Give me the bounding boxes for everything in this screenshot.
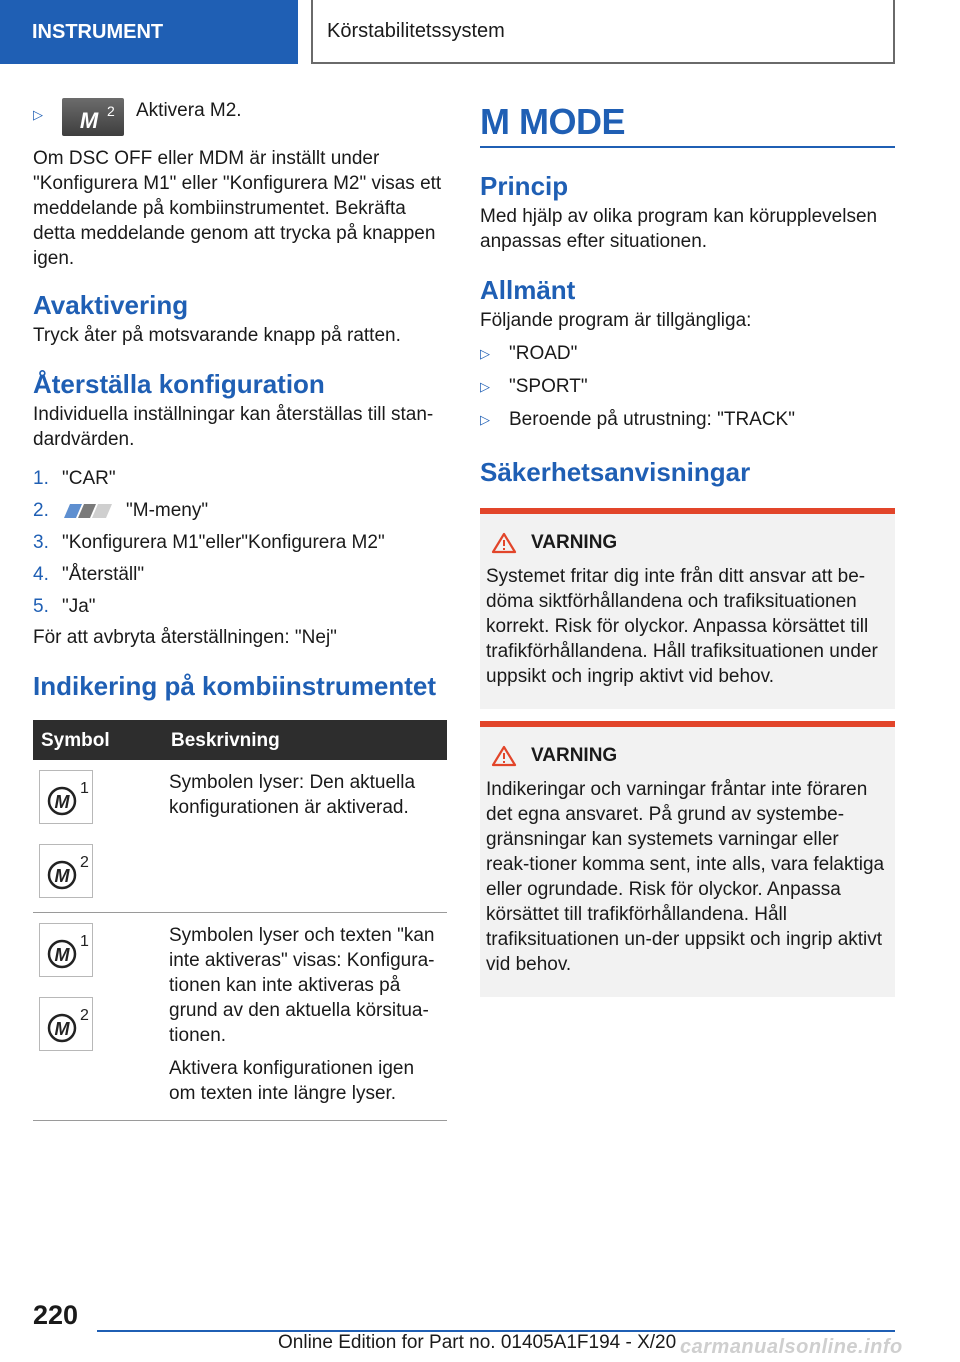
table-row: [33, 760, 447, 913]
step-label: "M-meny": [126, 500, 209, 521]
table-header-symbol: Symbol: [33, 720, 163, 760]
deactivation-heading: Avaktivering: [33, 290, 189, 320]
page-number: 220: [33, 1300, 79, 1330]
description-text: Symbolen lyser och texten "kan inte aktiveras" visas: Konfigura-tionen kan inte aktiveras på grund av den aktuella körsitua-tionen.: [169, 925, 435, 1046]
dsc-info-paragraph: Om DSC OFF eller MDM är inställt under "Konfigurera M1" eller "Konfigurera M2" visas ett meddelande på kombiinstrumentet. Bekräfta detta meddelande genom att trycka på knappen igen.: [33, 148, 442, 269]
program-label: Beroende på utrustning: "TRACK": [509, 409, 795, 430]
reset-heading: Återställa konfiguration: [33, 369, 325, 399]
general-text: Följande program är tillgängliga:: [480, 310, 752, 331]
step-label: "Ja": [62, 596, 96, 617]
warning-header: [491, 532, 887, 554]
bullet-triangle-icon: ▷: [33, 107, 43, 122]
warning-text: Indikeringar och varningar fråntar inte föraren det egna ansvaret. På grund av systembe-gränsningar kan systemets varningar eller reak-tioner komma sent, inte alls, vara felaktiga eller ogrundade. Risk för olyckor. Anpassa körsättet till trafikförhållandena. Håll trafiksituationen un-der uppsikt och ingrip aktivt vid behov.: [486, 779, 885, 975]
cancel-reset-text: För att avbryta återställningen: "Nej": [33, 627, 337, 648]
m-mode-title: M MODE: [480, 100, 895, 148]
m1-indicator-icon: [39, 770, 93, 824]
step-label: "CAR": [62, 468, 116, 489]
warning-triangle-icon: [491, 745, 517, 767]
table-header-description: Beskrivning: [163, 720, 447, 760]
program-list: [480, 341, 895, 432]
svg-text:1: 1: [80, 780, 89, 797]
svg-text:1: 1: [80, 933, 89, 950]
step-item: [33, 594, 447, 619]
step-number: 4.: [33, 564, 49, 585]
left-column: [33, 98, 447, 1121]
symbol-cell: [33, 760, 163, 913]
warning-box: [480, 508, 895, 709]
reset-text: Individuella inställningar kan återställas till stan-dardvärden.: [33, 404, 434, 450]
step-label: "Återställ": [62, 564, 145, 585]
section-tab: INSTRUMENT: [0, 0, 298, 64]
warning-label: VARNING: [531, 532, 618, 553]
principle-heading: Princip: [480, 171, 569, 201]
step-item: [33, 498, 447, 523]
cluster-heading: Indikering på kombiinstrumentet: [33, 671, 437, 701]
m2-indicator-icon: [39, 844, 93, 898]
watermark: carmanualsonline.info: [680, 1336, 903, 1358]
svg-text:2: 2: [80, 854, 89, 871]
svg-text:M: M: [54, 1019, 70, 1039]
svg-text:2: 2: [80, 1007, 89, 1024]
table-row: [33, 913, 447, 1121]
step-number: 3.: [33, 532, 49, 553]
list-item: [480, 374, 895, 399]
svg-text:M: M: [54, 866, 70, 886]
step-item: [33, 562, 447, 587]
m2-indicator-icon: [39, 997, 93, 1051]
m2-button-icon: [62, 98, 124, 136]
step-number: 2.: [33, 500, 49, 521]
safety-heading: Säkerhetsanvisningar: [480, 457, 751, 487]
program-label: "SPORT": [509, 376, 588, 397]
edition-text: Online Edition for Part no. 01405A1F194 - X/20: [278, 1332, 677, 1353]
symbol-table: [33, 720, 447, 1121]
svg-text:M: M: [54, 792, 70, 812]
step-label: "Konfigurera M1"eller"Konfigurera M2": [62, 532, 385, 553]
deactivation-text: Tryck åter på motsvarande knapp på ratten.: [33, 325, 401, 346]
step-number: 1.: [33, 468, 49, 489]
m-stripes-icon: [62, 502, 116, 520]
description-cell: [163, 913, 447, 1121]
description-cell: Symbolen lyser: Den aktuella konfigurationen är aktiverad.: [163, 760, 447, 913]
svg-text:M: M: [79, 108, 99, 132]
bullet-triangle-icon: ▷: [480, 379, 490, 394]
bullet-triangle-icon: ▷: [480, 412, 490, 427]
header-title-text: Körstabilitetssystem: [327, 19, 505, 42]
bullet-triangle-icon: ▷: [480, 346, 490, 361]
step-item: [33, 466, 447, 491]
warning-triangle-icon: [491, 532, 517, 554]
activate-m2-item: [33, 98, 447, 136]
list-item: [480, 407, 895, 432]
page-header-title: [311, 0, 895, 64]
description-text: Aktivera konfigurationen igen om texten inte längre lyser.: [169, 1058, 415, 1104]
list-item: [480, 341, 895, 366]
svg-text:M: M: [54, 945, 70, 965]
warning-text: Systemet fritar dig inte från ditt ansvar att be-döma siktförhållandena och trafiksituationen korrekt. Risk för olyckor. Anpassa körsättet till trafikförhållandena. Håll trafiksituationen under uppsikt och ingrip aktivt vid behov.: [486, 566, 878, 687]
step-number: 5.: [33, 596, 49, 617]
principle-text: Med hjälp av olika program kan körupplevelsen anpassas efter situationen.: [480, 206, 878, 252]
warning-header: [491, 745, 887, 767]
svg-text:2: 2: [107, 103, 115, 119]
program-label: "ROAD": [509, 343, 578, 364]
step-item: [33, 530, 447, 555]
right-column: [480, 100, 895, 997]
symbol-cell: [33, 913, 163, 1121]
reset-steps-list: [33, 466, 447, 619]
general-heading: Allmänt: [480, 275, 576, 305]
warning-box: [480, 721, 895, 997]
activate-m2-text: Aktivera M2.: [136, 100, 242, 121]
warning-label: VARNING: [531, 745, 618, 766]
m1-indicator-icon: [39, 923, 93, 977]
